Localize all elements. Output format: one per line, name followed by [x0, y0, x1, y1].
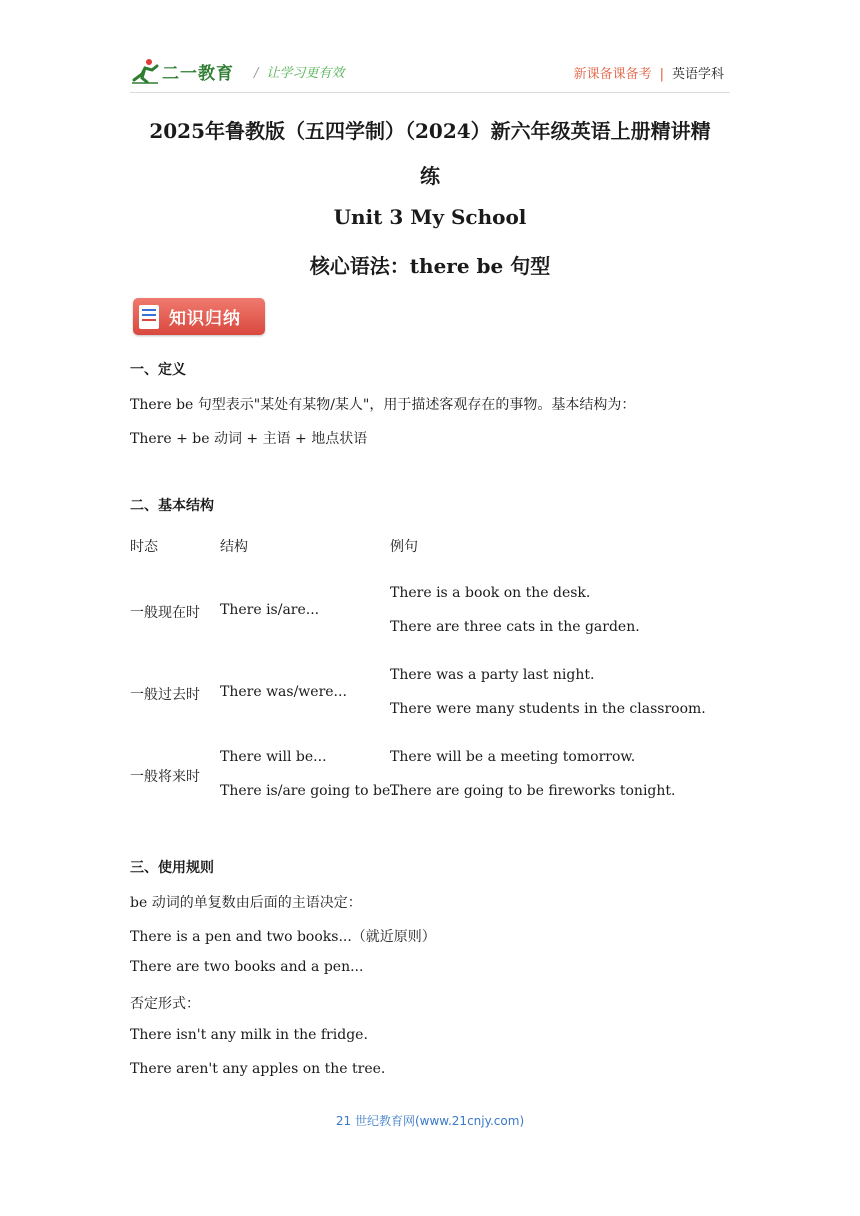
runner-logo-icon	[130, 58, 160, 84]
table-header-tense: 时态	[130, 539, 158, 555]
logo-text: 二一教育	[162, 63, 234, 84]
table-header-structure: 结构	[220, 539, 248, 555]
rule-line: There is a pen and two books...（就近原则）	[130, 929, 436, 945]
structure-cell: There is/are going to be...	[220, 783, 404, 799]
rule-line: There aren't any apples on the tree.	[130, 1061, 386, 1077]
topic-title: 核心语法：there be 句型	[309, 254, 551, 278]
rule-line: There isn't any milk in the fridge.	[130, 1027, 368, 1043]
example-cell: There will be a meeting tomorrow.	[390, 749, 636, 765]
slogan-text: 让学习更有效	[266, 66, 345, 81]
rule-line: There are two books and a pen...	[130, 959, 364, 975]
logo	[130, 58, 234, 84]
tense-cell: 一般过去时	[130, 687, 200, 703]
example-cell: There are three cats in the garden.	[390, 619, 640, 635]
example-cell: There are going to be fireworks tonight.	[390, 783, 676, 799]
header-divider	[130, 92, 730, 93]
definition-formula: There + be 动词 + 主语 + 地点状语	[130, 431, 368, 447]
knowledge-summary-badge	[133, 298, 265, 335]
page-header	[130, 56, 730, 90]
badge-label: 知识归纳	[169, 309, 241, 329]
structure-cell: There is/are...	[220, 602, 320, 618]
example-cell: There was a party last night.	[390, 667, 595, 683]
doc-title-line2: 练	[420, 164, 440, 188]
structure-cell: There will be...	[220, 749, 327, 765]
header-tag-left: 新课备课备考	[573, 67, 652, 82]
header-tags: 新课备课备考 | 英语学科	[573, 67, 724, 82]
slogan: / 让学习更有效	[254, 66, 345, 81]
structure-cell: There was/were...	[220, 684, 347, 700]
tense-cell: 一般将来时	[130, 769, 200, 785]
section-heading-rules: 三、使用规则	[130, 860, 214, 876]
section-heading-definition: 一、定义	[130, 362, 186, 378]
rule-line: 否定形式：	[130, 996, 200, 1012]
tense-cell: 一般现在时	[130, 605, 200, 621]
doc-title-line1: 2025年鲁教版（五四学制）（2024）新六年级英语上册精讲精	[149, 119, 711, 143]
definition-text: There be 句型表示"某处有某物/某人"，用于描述客观存在的事物。基本结构为：	[130, 397, 636, 413]
table-header-example: 例句	[390, 539, 418, 555]
unit-title: Unit 3 My School	[333, 205, 527, 229]
example-cell: There were many students in the classroom.	[390, 701, 706, 717]
rule-line: be 动词的单复数由后面的主语决定：	[130, 895, 362, 911]
header-tag-right: 英语学科	[671, 67, 724, 82]
notebook-icon	[139, 305, 159, 329]
section-heading-structure: 二、基本结构	[130, 498, 214, 514]
page-footer: 21 世纪教育网(www.21cnjy.com)	[335, 1114, 525, 1128]
example-cell: There is a book on the desk.	[390, 585, 591, 601]
